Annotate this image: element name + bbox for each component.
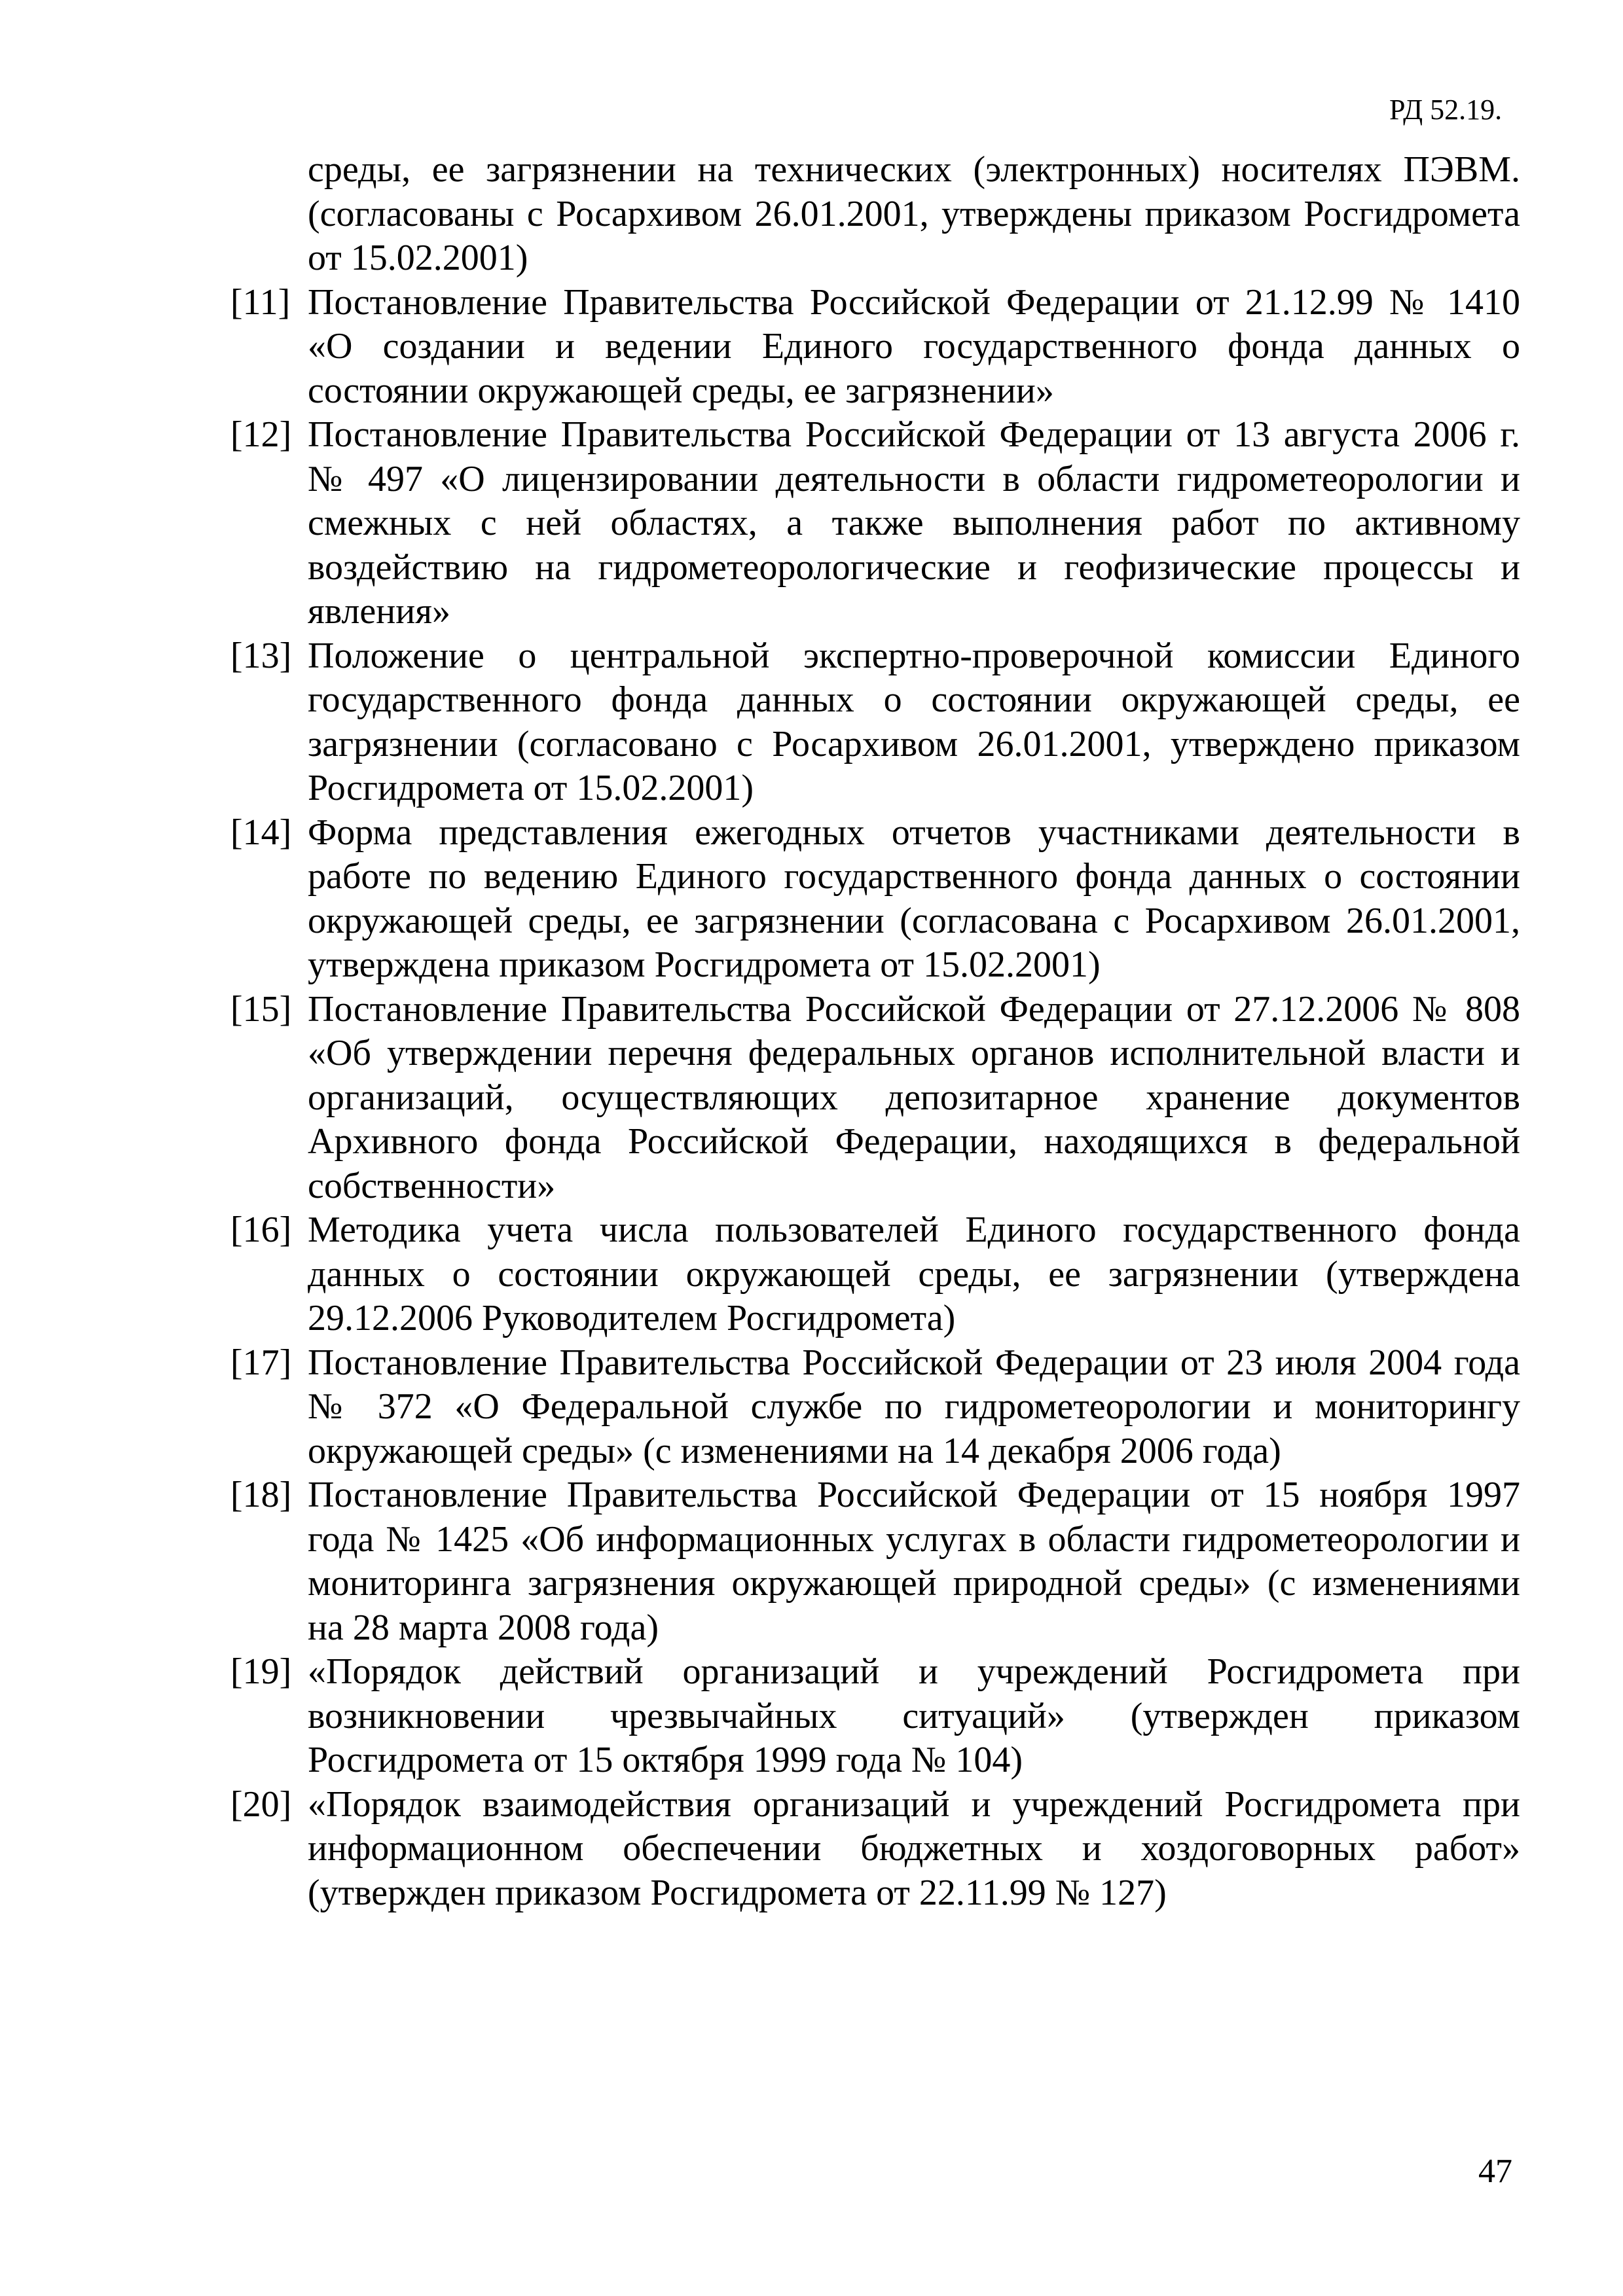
reference-number: [12] (230, 414, 292, 455)
reference-text: Постановление Правительства Российской Федерации от 27.12.2006 № 808 «Об утверждении перечня федеральных органов исполнительной власти и организаций, осуществляющих депозитарное хранение документов Архивного фонда Российской Федерации, находящихся в федеральной собственности» (308, 988, 1520, 1206)
reference-text: Форма представления ежегодных отчетов участниками деятельности в работе по ведению Единого государственного фонда данных о состоянии окружающей среды, ее загрязнении (согласована с Росархивом 26.01.2001, утверждена приказом Росгидромета от 15.02.2001) (308, 812, 1520, 985)
reference-item-13 (230, 634, 1520, 811)
reference-item-12 (230, 413, 1520, 634)
reference-item-19 (230, 1650, 1520, 1783)
reference-number: [19] (230, 1651, 292, 1692)
reference-continuation (230, 148, 1520, 281)
reference-text: Постановление Правительства Российской Федерации от 15 ноября 1997 года № 1425 «Об информационных услугах в области гидрометеорологии и мониторинга загрязнения окружающей природной среды» (с изменениями на 28 марта 2008 года) (308, 1475, 1520, 1648)
reference-text: Постановление Правительства Российской Федерации от 21.12.99 № 1410 «О создании и ведении Единого государственного фонда данных о состоянии окружающей среды, ее загрязнении» (308, 281, 1520, 411)
reference-number: [11] (230, 281, 291, 323)
reference-number: [18] (230, 1475, 292, 1515)
reference-item-15 (230, 988, 1520, 1209)
page-number: 47 (1478, 2153, 1512, 2190)
reference-text: Постановление Правительства Российской Федерации от 23 июля 2004 года № 372 «О Федеральной службе по гидрометеорологии и мониторингу окружающей среды» (с изменениями на 14 декабря 2006 года) (308, 1342, 1520, 1471)
document-code-header: РД 52.19. (1389, 94, 1503, 126)
reference-item-14 (230, 811, 1520, 988)
reference-text: Методика учета числа пользователей Единого государственного фонда данных о состоянии окружающей среды, ее загрязнении (утверждена 29.12.2006 Руководителем Росгидромета) (308, 1210, 1520, 1338)
reference-text: среды, ее загрязнении на технических (электронных) носителях ПЭВМ. (согласованы с Росархивом 26.01.2001, утверждены приказом Росгидромета от 15.02.2001) (308, 149, 1520, 278)
reference-item-16 (230, 1208, 1520, 1341)
reference-list (230, 148, 1520, 1915)
reference-text: Постановление Правительства Российской Федерации от 13 августа 2006 г. № 497 «О лицензировании деятельности в области гидрометеорологии и смежных с ней областях, а также выполнения работ по активному воздействию на гидрометеорологические и геофизические процессы и явления» (308, 414, 1520, 632)
reference-text: «Порядок действий организаций и учреждений Росгидромета при возникновении чрезвычайных ситуаций» (утвержден приказом Росгидромета от 15 октября 1999 года № 104) (308, 1651, 1520, 1780)
reference-item-17 (230, 1341, 1520, 1474)
reference-text: Положение о центральной экспертно-проверочной комиссии Единого государственного фонда данных о состоянии окружающей среды, ее загрязнении (согласовано с Росархивом 26.01.2001, утверждено приказом Росгидромета от 15.02.2001) (308, 635, 1520, 808)
reference-number: [14] (230, 812, 292, 853)
reference-number: [13] (230, 635, 292, 676)
reference-text: «Порядок взаимодействия организаций и учреждений Росгидромета при информационном обеспечении бюджетных и хоздоговорных работ» (утвержден приказом Росгидромета от 22.11.99 № 127) (308, 1784, 1520, 1913)
reference-number: [15] (230, 988, 292, 1030)
reference-item-20 (230, 1783, 1520, 1916)
reference-number: [17] (230, 1342, 292, 1383)
reference-item-11 (230, 281, 1520, 414)
reference-number: [20] (230, 1784, 292, 1825)
reference-item-18 (230, 1473, 1520, 1650)
reference-number: [16] (230, 1210, 292, 1250)
